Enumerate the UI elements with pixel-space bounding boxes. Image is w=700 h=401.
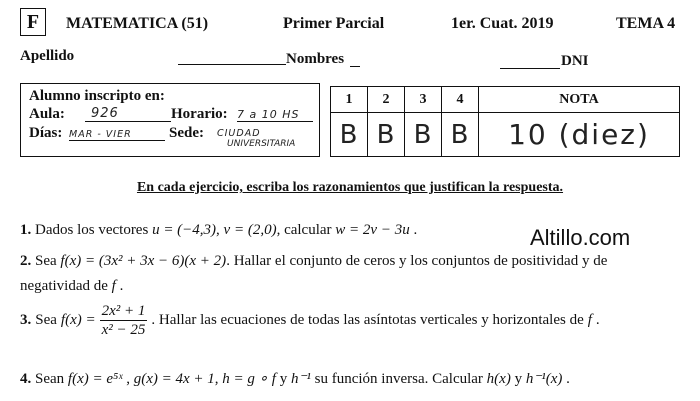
grade-table bbox=[330, 86, 680, 157]
exercise-4-f: f(x) = e⁵ˣ bbox=[67, 371, 123, 387]
exercise-3-flhs: f(x) = bbox=[60, 312, 96, 328]
exercise-2 bbox=[20, 253, 607, 270]
surname-label: Apellido bbox=[20, 48, 75, 64]
exercise-4-hx: h(x) bbox=[486, 371, 511, 387]
grade-header-1: 1 bbox=[331, 87, 368, 113]
term-label: 1er. Cuat. 2019 bbox=[451, 15, 554, 32]
enrollment-box bbox=[20, 83, 320, 157]
dias-value: MAR - VIER bbox=[69, 129, 165, 141]
exercise-2-end: . bbox=[119, 278, 124, 294]
exercise-4-h: h = g ∘ f bbox=[222, 371, 276, 387]
enrollment-title: Alumno inscripto en: bbox=[29, 88, 165, 104]
exercise-4-text-d: y bbox=[514, 371, 523, 387]
exercise-1-u: u = (−4,3) bbox=[152, 222, 217, 238]
exercise-4-hinvx: h⁻¹(x) bbox=[525, 371, 563, 387]
horario-value: 7 a 10 HS bbox=[237, 108, 313, 122]
sede-label: Sede: bbox=[169, 125, 204, 141]
exercise-4-g: g(x) = 4x + 1 bbox=[133, 371, 215, 387]
nota-header: NOTA bbox=[479, 87, 680, 113]
exercise-1-end: . bbox=[413, 222, 418, 238]
topic-letter: F bbox=[26, 10, 40, 33]
exercise-1-text-a: Dados los vectores bbox=[35, 222, 149, 238]
grade-header-3: 3 bbox=[405, 87, 442, 113]
exercise-4-number: 4. bbox=[20, 371, 32, 387]
exercise-3-numerator: 2x² + 1 bbox=[101, 303, 146, 319]
exam-title: Primer Parcial bbox=[283, 15, 385, 32]
grade-mark-1: B bbox=[331, 113, 368, 157]
exercise-2-f: f(x) = (3x² + 3x − 6)(x + 2) bbox=[60, 253, 227, 269]
exercise-4-text-b: y bbox=[279, 371, 288, 387]
names-label: Nombres bbox=[286, 51, 345, 67]
horario-label: Horario: bbox=[171, 106, 228, 122]
exercise-1-w: w = 2v − 3u bbox=[335, 222, 410, 238]
exercise-2-text-a: Sea bbox=[35, 253, 57, 269]
surname-line bbox=[178, 64, 286, 65]
dni-line bbox=[500, 68, 560, 69]
exercise-3 bbox=[20, 302, 600, 339]
exercise-3-text-a: Sea bbox=[35, 312, 57, 328]
exercise-3-denominator: x² − 25 bbox=[101, 322, 146, 338]
exercise-1-number: 1. bbox=[20, 222, 32, 238]
exercise-4-hinv: h⁻¹ bbox=[290, 371, 311, 387]
instruction: En cada ejercicio, escriba los razonamientos que justifican la respuesta. bbox=[136, 180, 564, 195]
exercise-2-number: 2. bbox=[20, 253, 32, 269]
grade-header-4: 4 bbox=[442, 87, 479, 113]
exercise-2-fvar: f bbox=[111, 278, 116, 294]
sede-value-1: CIUDAD bbox=[217, 128, 261, 139]
exercise-3-fraction bbox=[100, 302, 148, 339]
grade-header-2: 2 bbox=[368, 87, 405, 113]
aula-label: Aula: bbox=[29, 106, 65, 122]
exercise-4-end: . bbox=[566, 371, 570, 387]
grade-mark-2: B bbox=[368, 113, 405, 157]
topic-box bbox=[20, 8, 46, 36]
names-line bbox=[350, 66, 360, 67]
dias-label: Días: bbox=[29, 125, 63, 141]
watermark: Altillo.com bbox=[530, 225, 631, 250]
sede-value-2: UNIVERSITARIA bbox=[227, 139, 296, 149]
dni-label: DNI bbox=[561, 53, 589, 69]
exercise-2-text-c: negatividad de bbox=[20, 278, 108, 294]
exercise-1-text-b: , calcular bbox=[276, 222, 332, 238]
grade-mark-4: B bbox=[442, 113, 479, 157]
exercise-3-end: . bbox=[595, 312, 600, 328]
subject-title: MATEMATICA (51) bbox=[66, 15, 209, 32]
exercise-1: 1. Dados los vectores u = (−4,3), v = (2,0), calcular w = 2v − 3u . bbox=[20, 222, 418, 238]
exercise-2-line-2 bbox=[20, 278, 123, 295]
exercise-1-v: v = (2,0) bbox=[223, 222, 277, 238]
grade-mark-3: B bbox=[405, 113, 442, 157]
exercise-3-number: 3. bbox=[20, 312, 32, 328]
grade-mark-row bbox=[331, 113, 680, 157]
exercise-3-fvar: f bbox=[587, 312, 592, 328]
exercise-2-text-b: . Hallar el conjunto de ceros y los conjuntos de positividad y de bbox=[226, 253, 608, 269]
grade-header-row bbox=[331, 87, 680, 113]
exercise-4-text-c: su función inversa. Calcular bbox=[314, 371, 483, 387]
exercise-4: 4. Sean f(x) = e⁵ˣ , g(x) = 4x + 1, h = g ∘ f y h⁻¹ su función inversa. Calcular h(x) y h⁻¹(x) . bbox=[20, 371, 570, 387]
exercise-4-text-a: Sean bbox=[35, 371, 65, 387]
aula-value: 926 bbox=[85, 106, 171, 122]
exercise-3-text-b: . Hallar las ecuaciones de todas las asíntotas verticales y horizontales de bbox=[151, 312, 584, 328]
nota-value: 10 (diez) bbox=[479, 113, 680, 157]
tema-label: TEMA 4 bbox=[616, 15, 676, 32]
